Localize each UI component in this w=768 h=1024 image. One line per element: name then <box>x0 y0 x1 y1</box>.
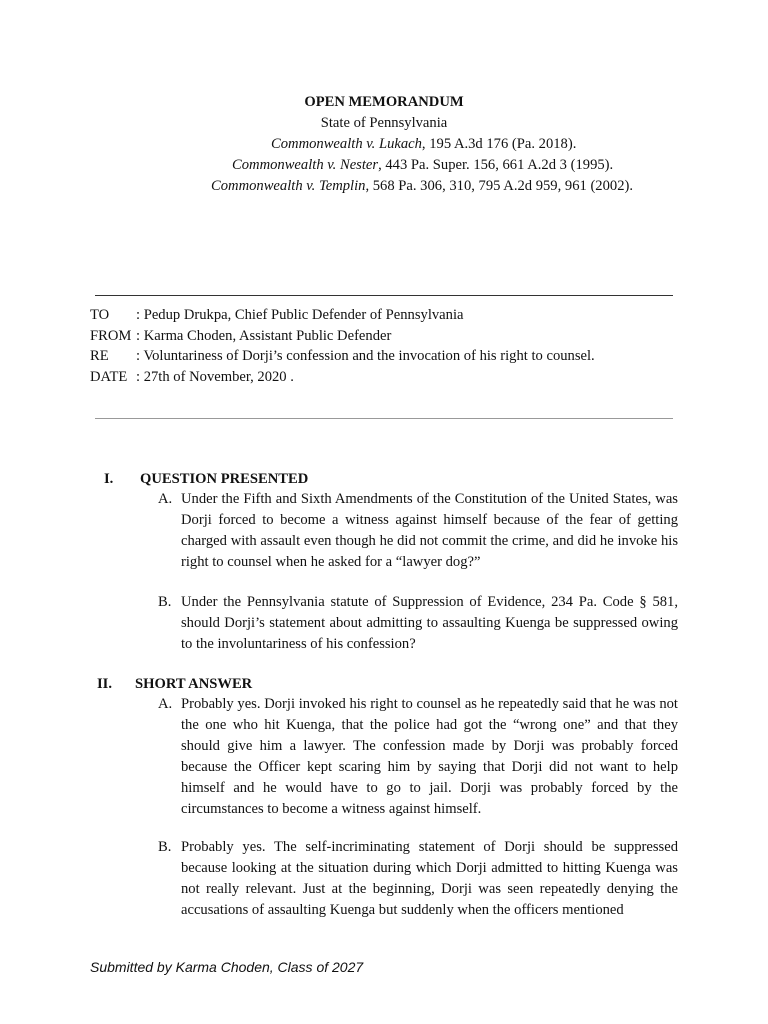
answer-item-a: Probably yes. Dorji invoked his right to counsel as he repeatedly said that he was not the one who hit Kuenga, that the police had got the “wrong one” and that they should give him a lawyer. The confession made by Dorji was probably forced because the Officer kept scaring him by saying that Dorji did not want to help himself and he would have to go to jail. Dorji was probably forced by the circumstances to become a witness against himself. <box>181 696 678 817</box>
meta-to <box>90 305 463 326</box>
meta-key: RE <box>90 348 109 364</box>
case-name: Commonwealth v. Templin <box>211 178 366 194</box>
meta-value: : Pedup Drukpa, Chief Public Defender of Pennsylvania <box>136 307 464 323</box>
meta-value: : 27th of November, 2020 . <box>136 369 294 385</box>
answer-item-b: Probably yes. The self-incriminating statement of Dorji should be suppressed because looking at the situation during which Dorji admitted to hitting Kuenga was not really relevant. Just at the beginning, Dorji was seen repeatedly denying the accusations of assaulting Kuenga but suddenly when the officers mentioned <box>181 839 678 918</box>
footer-credit: Submitted by Karma Choden, Class of 2027 <box>90 959 364 975</box>
section-title: QUESTION PRESENTED <box>140 471 309 487</box>
item-letter: A. <box>158 696 173 712</box>
meta-value: : Voluntariness of Dorji’s confession and the invocation of his right to counsel. <box>136 348 595 364</box>
section-title: SHORT ANSWER <box>135 676 253 692</box>
citation-line <box>232 155 613 176</box>
item-letter: B. <box>158 839 172 855</box>
item-letter: B. <box>158 594 172 610</box>
citation-detail: , 568 Pa. 306, 310, 795 A.2d 959, 961 (2002). <box>365 178 634 194</box>
citation-detail: , 195 A.3d 176 (Pa. 2018). <box>421 136 577 152</box>
question-item-b: Under the Pennsylvania statute of Suppression of Evidence, 234 Pa. Code § 581, should Dorji’s statement about admitting to assaulting Kuenga be suppressed owing to the involuntariness of his confession? <box>181 594 678 652</box>
section-number: I. <box>104 471 114 487</box>
citation-line <box>211 176 633 197</box>
question-item-a: Under the Fifth and Sixth Amendments of the Constitution of the United States, was Dorji forced to become a witness against himself because of the fear of getting charged with assault even though he did not commit the crime, and did he invoke his right to counsel when he asked for a “lawyer dog?” <box>181 491 678 570</box>
meta-key: FROM <box>90 328 132 344</box>
meta-from <box>90 326 391 347</box>
citation-detail: , 443 Pa. Super. 156, 661 A.2d 3 (1995). <box>378 157 614 173</box>
meta-key: TO <box>90 307 110 323</box>
divider-top <box>95 295 673 296</box>
meta-value: : Karma Choden, Assistant Public Defender <box>136 328 392 344</box>
case-name: Commonwealth v. Nester <box>232 157 379 173</box>
item-letter: A. <box>158 491 173 507</box>
case-name: Commonwealth v. Lukach <box>271 136 422 152</box>
meta-key: DATE <box>90 369 128 385</box>
citation-line <box>271 134 576 155</box>
meta-re <box>90 346 595 367</box>
divider-bottom <box>95 418 673 419</box>
meta-date <box>90 367 294 388</box>
memo-subtitle: State of Pennsylvania <box>320 115 448 131</box>
memo-title: OPEN MEMORANDUM <box>304 94 464 110</box>
section-number: II. <box>97 676 113 692</box>
